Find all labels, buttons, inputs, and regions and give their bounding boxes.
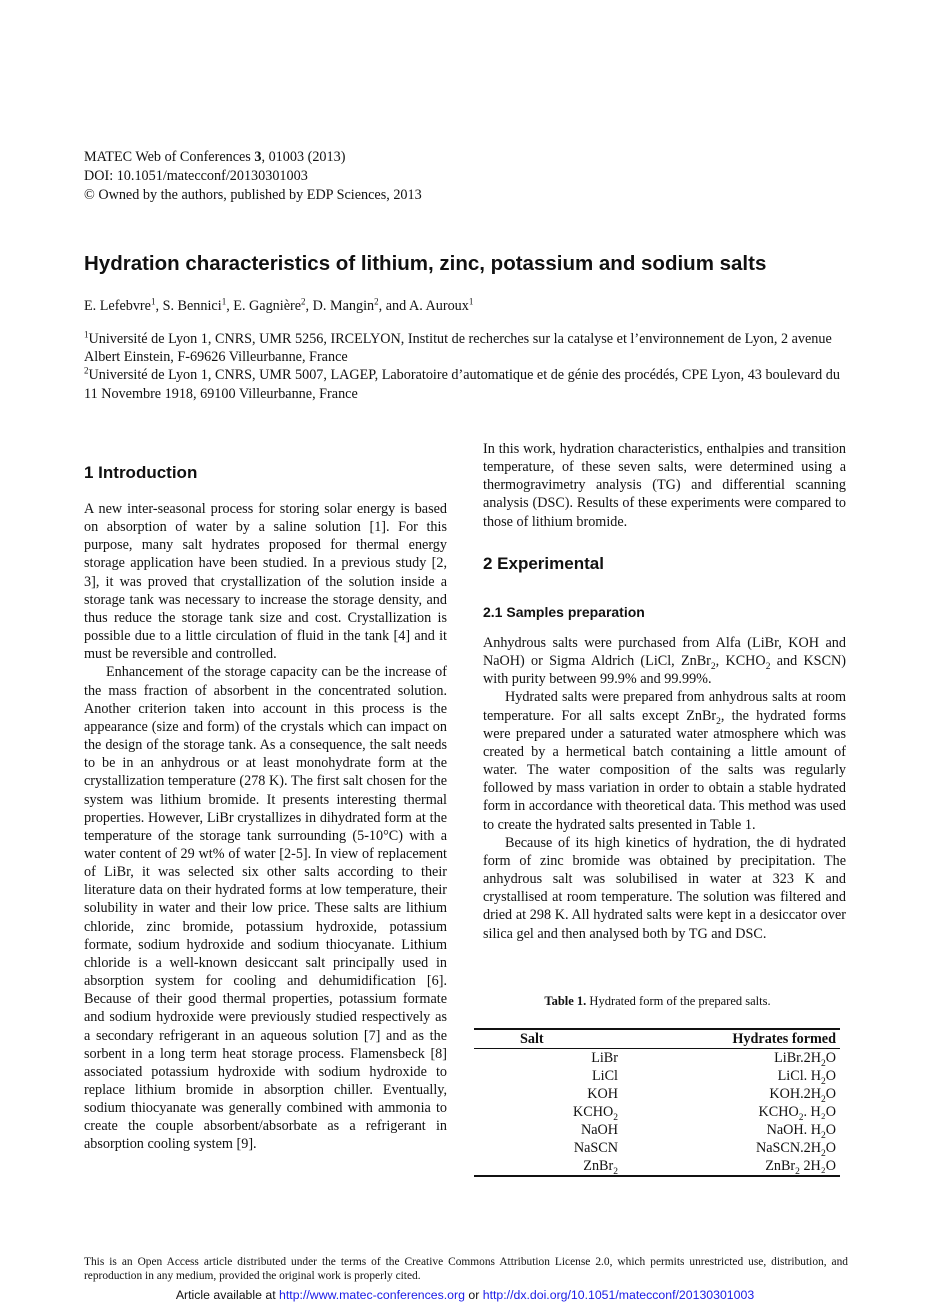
hydrate-cell: NaOH. $H_2O$ — [766, 1122, 836, 1141]
author: D. Mangin — [312, 298, 375, 314]
matec-link[interactable]: http://www.matec-conferences.org — [279, 1288, 465, 1302]
subsection-heading-samples: 2.1 Samples preparation — [483, 604, 645, 620]
table-row — [474, 1121, 840, 1139]
author-list: E. Lefebvre$^1$, S. Bennici$^1$, E. Gagnière$^2$, D. Mangin$^2$, and A. Auroux$^1$ — [84, 296, 474, 314]
table-row — [474, 1103, 840, 1121]
affiliation-1: $^1$Université de Lyon 1, CNRS, UMR 5256, IRCELYON, Institut de recherches sur la catalyse et l’environnement de Lyon, 2 avenue Albert Einstein, F-69626 Villeurbanne, France — [84, 329, 832, 366]
author-affil-mark: 1 — [221, 296, 227, 307]
journal-header — [84, 148, 422, 205]
doi-link[interactable]: http://dx.doi.org/10.1051/matecconf/20130301003 — [482, 1288, 755, 1302]
author: S. Bennici — [162, 298, 222, 314]
hydrate-cell: ZnBr$_2$ 2H₂O — [765, 1158, 836, 1177]
samples-paragraph-1: Anhydrous salts were purchased from Alfa (LiBr, KOH and NaOH) or Sigma Aldrich (LiCl, ZnBr$_2$, $KCHO_2$ and KSCN) with purity between 99.9% and 99.99%. — [483, 635, 847, 688]
section-heading-introduction: 1 Introduction — [84, 463, 198, 482]
license-notice: This is an Open Access article distributed under the terms of the Creative Commons Attribution License 2.0, which permits unrestricted use, distribution, and reproduction in any medium, provided the original work is properly cited. — [84, 1256, 848, 1283]
hydrate-cell: $NaSCN.2H_2O$ — [755, 1140, 836, 1159]
table-header-row — [474, 1029, 840, 1049]
table-row — [474, 1157, 840, 1176]
author: E. Gagnière — [233, 298, 302, 314]
work-summary-paragraph: In this work, hydration characteristics, enthalpies and transition temperature, of these seven salts, were determined using a thermogravimetry analysis (TG) and differential scanning analysis (DSC). Results of these experiments were compared to those of lithium bromide. — [483, 441, 846, 530]
salt-cell: LiBr — [591, 1050, 618, 1066]
intro-paragraph-1: A new inter-seasonal process for storing solar energy is based on absorption of water by a saline solution [1]. For this purpose, many salt hydrates proposed for thermal energy storage application have been studied. In a previous study [2, 3], it was proved that crystallization of the solution inside a storage tank was necessary to increase the storage density, and thus reduce the storage tank size and cost. Crystallization is possible due to a little circulation of fluid in the tank [4] and it must be reversible and controlled. — [84, 501, 447, 663]
table-caption: Table 1. Hydrated form of the prepared salts. — [544, 994, 771, 1008]
salt-cell: LiCl — [591, 1068, 618, 1084]
salt-cell: $KCHO_2$ — [573, 1104, 618, 1123]
hydrate-cell: $KCHO_2$. H₂O — [758, 1104, 836, 1123]
salt-cell: NaOH — [580, 1122, 618, 1138]
table-row — [474, 1085, 840, 1103]
author: E. Lefebvre — [84, 298, 151, 314]
paper-title: Hydration characteristics of lithium, zinc, potassium and sodium salts — [84, 252, 767, 275]
affiliations — [84, 330, 854, 403]
author-affil-mark: 2 — [374, 296, 379, 307]
column-header-salt: Salt — [520, 1031, 544, 1047]
author-affil-mark: 1 — [468, 296, 474, 307]
samples-paragraph-3: Because of its high kinetics of hydration, the di hydrated form of zinc bromide was obtained by precipitation. The anhydrous salt was solubilised in water at 323 K and crystallised at room temperature. The solution was filtered and dried at 298 K. All hydrated salts were kept in a desiccator over silica gel and then analysed both by TG and DSC. — [483, 834, 846, 942]
samples-paragraph-2: Hydrated salts were prepared from anhydrous salts at room temperature. For all salts except ZnBr$_2$, the hydrated forms were prepared under a saturated water atmosphere which was created by a hermetical batch containing a little amount of water. The water composition of the salts was regularly followed by mass variation in order to obtain a stable hydrated form in accordance with theoretical data. This method was used to create the hydrated salts presented in Table 1. — [483, 689, 846, 833]
hydrates-table — [474, 1028, 840, 1177]
hydrate-cell: $LiBr.2H_2O$ — [774, 1050, 836, 1069]
doi-line: DOI: 10.1051/matecconf/20130301003 — [84, 168, 308, 184]
table-row — [474, 1049, 840, 1068]
copyright-line: © Owned by the authors, published by EDP Sciences, 2013 — [84, 187, 422, 203]
hydrate-cell: LiCl. $H_2O$ — [777, 1068, 836, 1087]
table-row — [474, 1139, 840, 1157]
salt-cell: ZnBr$_2$ — [583, 1158, 618, 1177]
table-row — [474, 1067, 840, 1085]
hydrate-cell: $KOH.2H_2O$ — [769, 1086, 836, 1105]
author: A. Auroux — [408, 298, 469, 314]
author-affil-mark: 1 — [150, 296, 156, 307]
salt-cell: KOH — [587, 1086, 618, 1102]
intro-paragraph-2: Enhancement of the storage capacity can be the increase of the mass fraction of absorbent in the concentrated solution. Another criterion taken into account in this process is the appearance (size and form) of the crystals which can impact on the design of the storage tank. As a consequence, the salt needs to be in an anhydrous or at least monohydrate form at the crystallization temperature (278 K). The first salt chosen for the system was lithium bromide. It presents interesting thermal properties. However, LiBr crystallizes in dihydrated form at the temperature of the storage tank surrounding (5-10°C) with a water content of 29 wt% of water [2-5]. In view of replacement of LiBr, it was selected six other salts according to their literature data on their hydrated forms at low temperature, their solubility in water and their low price. These salts are lithium chloride, zinc bromide, potassium hydroxide, potassium formate, sodium hydroxide and sodium thiocyanate. Lithium chloride is a well-known desiccant salt principally used in absorption system for cooling and dehumidification [6]. Because of their good thermal properties, potassium formate and sodium hydroxide were previously studied respectively as a secondary refrigerant in an aqueous solution [7] and as the sorbent in a long term heat storage process. Flamensbeck [8] associated potassium hydroxide with sodium hydroxide to replace lithium bromide in absorption chiller. Eventually, sodium thiocyanate was generally combined with ammonia to create the couple absorbent/absorbate as a refrigerant in absorption cooling system [9]. — [84, 664, 447, 1153]
section-heading-experimental: 2 Experimental — [483, 554, 604, 573]
affiliation-2: $^2$Université de Lyon 1, CNRS, UMR 5007, LAGEP, Laboratoire d’automatique et de génie des procédés, CPE Lyon, 43 boulevard du 11 Novembre 1918, 69100 Villeurbanne, France — [84, 365, 840, 402]
journal-citation: MATEC Web of Conferences 3, 01003 (2013) — [84, 149, 346, 165]
salt-cell: NaSCN — [573, 1140, 618, 1156]
article-availability: Article available at http://www.matec-conferences.org or http://dx.doi.org/10.1051/matecconf/20130301003 — [175, 1288, 755, 1302]
column-header-hydrates: Hydrates formed — [732, 1031, 836, 1047]
author-affil-mark: 2 — [301, 296, 306, 307]
